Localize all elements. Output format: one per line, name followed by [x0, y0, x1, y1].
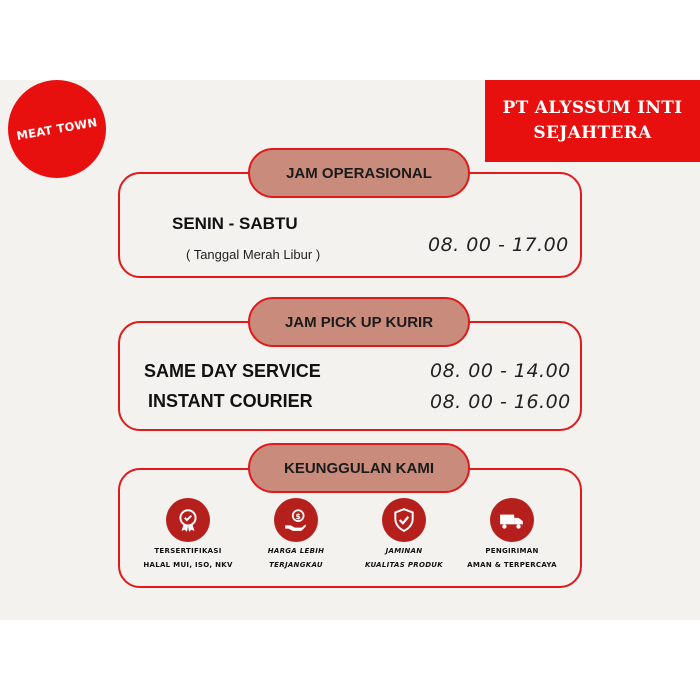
- truck-icon: [490, 498, 534, 542]
- company-name-line1: PT ALYSSUM INTI: [502, 98, 683, 118]
- advantages-heading: KEUNGGULAN KAMI: [248, 443, 470, 493]
- advantage-line1: PENGIRIMAN: [485, 547, 539, 555]
- pickup-row-label: SAME DAY SERVICE: [144, 361, 321, 381]
- svg-text:$: $: [295, 511, 301, 521]
- advantage-line1: JAMINAN: [385, 547, 423, 555]
- advantage-line2: TERJANGKAU: [269, 561, 323, 569]
- advantage-item: [452, 498, 572, 570]
- money-hand-icon: [274, 498, 318, 542]
- shield-check-icon: [382, 498, 426, 542]
- advantage-line1: HARGA LEBIH: [267, 547, 325, 555]
- advantage-line2: HALAL MUI, ISO, NKV: [143, 561, 233, 569]
- meat-town-logo: [8, 80, 106, 178]
- company-banner: [485, 80, 700, 162]
- advantage-item: [344, 498, 464, 570]
- advantage-line2: AMAN & TERPERCAYA: [467, 561, 557, 569]
- pickup-row-hours: 08. 00 - 16.00: [430, 391, 571, 413]
- advantage-item: [236, 498, 356, 570]
- holiday-note: ( Tanggal Merah Libur ): [186, 247, 321, 262]
- logo-text: MEAT TOWN: [15, 115, 99, 143]
- pickup-row-hours: 08. 00 - 14.00: [430, 360, 571, 382]
- operational-days: SENIN - SABTU: [172, 214, 298, 233]
- advantage-item: [128, 498, 248, 570]
- certificate-icon: [166, 498, 210, 542]
- operational-hours-value: 08. 00 - 17.00: [428, 234, 569, 256]
- advantage-line2: KUALITAS PRODUK: [364, 561, 444, 569]
- operational-hours-heading: JAM OPERASIONAL: [248, 148, 470, 198]
- pickup-hours-heading: JAM PICK UP KURIR: [248, 297, 470, 347]
- advantage-line1: TERSERTIFIKASI: [154, 547, 222, 555]
- pickup-row-label: INSTANT COURIER: [148, 391, 313, 411]
- company-name-line2: SEJAHTERA: [533, 123, 652, 143]
